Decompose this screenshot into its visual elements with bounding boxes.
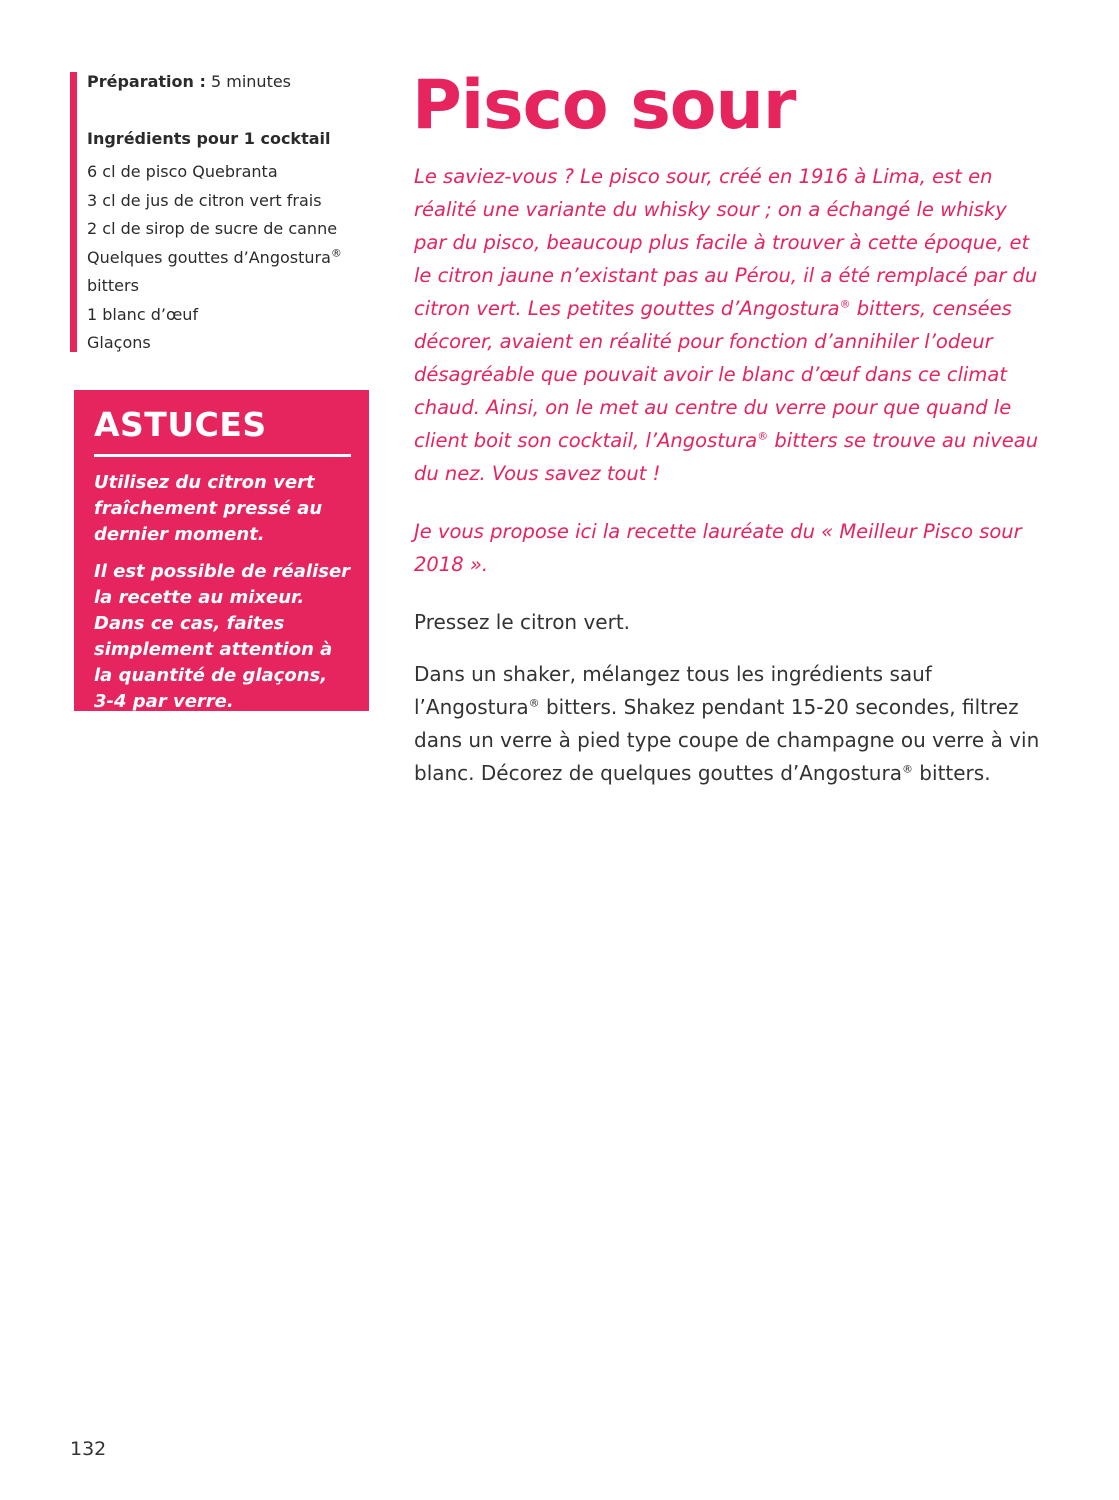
registered-mark: ® (330, 246, 342, 260)
intro-text: bitters se trouve au niveau du nez. Vous savez tout ! (414, 429, 1039, 485)
ingredients-title: Ingrédients pour 1 cocktail (87, 129, 331, 148)
registered-mark: ® (839, 297, 851, 311)
astuces-title: ASTUCES (94, 405, 267, 444)
astuces-box (74, 390, 369, 711)
intro-text: Le saviez-vous ? Le pisco sour, créé en 1916 à Lima, est en réalité une variante du whisky sour ; on a échangé le whisky par du pisco, beaucoup plus facile à trouver à cette époque, et le citron jaune n’existant pas au Pérou, il a été remplacé par du citron vert. Les petites gouttes d’Angostura (414, 165, 1038, 320)
step-paragraph: Pressez le citron vert. (414, 610, 631, 634)
intro-paragraph: Je vous propose ici la recette lauréate du « Meilleur Pisco sour 2018 ». (414, 520, 1022, 576)
ingredient-item (87, 244, 360, 273)
step-text: Dans un shaker, mélangez tous les ingrédients sauf l’Angostura (414, 662, 932, 719)
prep-label: Préparation : (87, 72, 206, 91)
registered-mark: ® (757, 429, 769, 443)
astuces-tip: Il est possible de réaliser la recette au mixeur. Dans ce cas, faites simplement attention à la quantité de glaçons, 3-4 par verre. (94, 561, 351, 712)
ingredient-item: 2 cl de sirop de sucre de canne (87, 219, 338, 238)
prep-time (87, 72, 360, 92)
page-title: Pisco sour (412, 66, 796, 145)
registered-mark: ® (901, 762, 913, 776)
ingredient-item: 6 cl de pisco Quebranta (87, 162, 278, 181)
ingredient-item: Glaçons (87, 333, 151, 352)
step-paragraph (414, 658, 1044, 790)
recipe-info (70, 72, 360, 352)
astuces-divider (94, 454, 351, 457)
ingredient-item: 1 blanc d’œuf (87, 304, 199, 324)
page-number: 132 (70, 1438, 107, 1460)
ingredient-text: Quelques gouttes d’Angostura (87, 247, 331, 267)
prep-value: 5 minutes (210, 72, 292, 91)
step-text: bitters. (912, 761, 991, 785)
ingredient-item: 3 cl de jus de citron vert frais (87, 190, 322, 210)
ingredient-item: bitters (87, 276, 139, 295)
registered-mark: ® (528, 696, 540, 710)
main-content (414, 160, 1044, 809)
step-text: bitters. Shakez pendant 15-20 secondes, filtrez dans un verre à pied type coupe de champagne ou verre à vin blanc. Décorez de quelques gouttes d’Angostura (414, 695, 1040, 785)
intro-paragraph (414, 160, 1044, 490)
astuces-tip: Utilisez du citron vert fraîchement pressé au dernier moment. (94, 472, 323, 545)
intro-text: bitters, censées décorer, avaient en réalité pour fonction d’annihiler l’odeur désagréable que pouvait avoir le blanc d’œuf dans ce climat chaud. Ainsi, on le met au centre du verre pour que quand le client boit son cocktail, l’Angostura (414, 297, 1012, 452)
